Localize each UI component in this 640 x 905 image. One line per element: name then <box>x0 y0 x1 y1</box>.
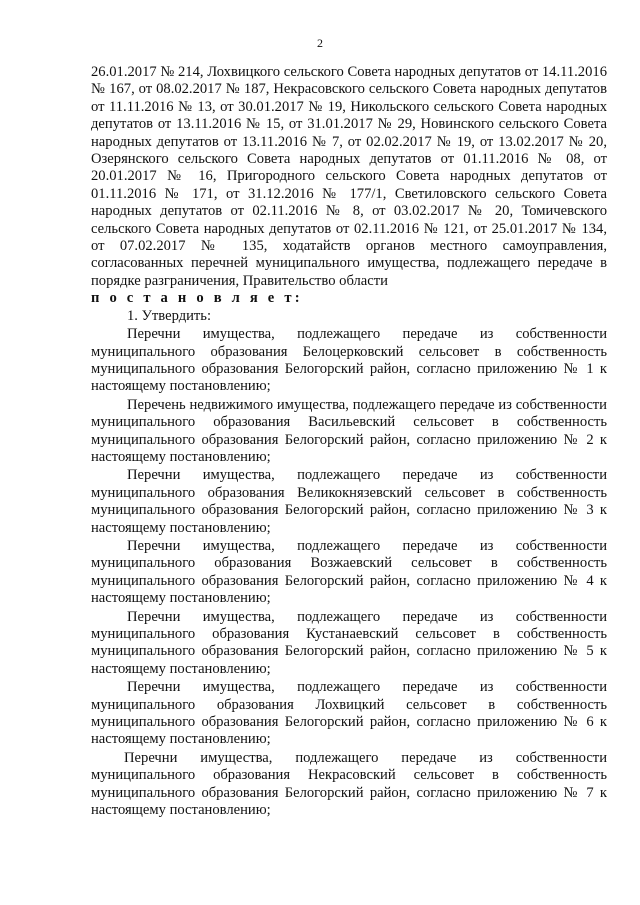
document-body <box>91 64 607 819</box>
item-heading: 1. Утвердить: <box>127 307 212 324</box>
clause-item-1: Перечни имущества, подлежащего передаче из собственности муниципального образования Белоцерковский сельсовет в собственность муниципального образования Белогорский район, согласно приложению № 1 к настоящему постановлению; <box>91 326 607 395</box>
clause-item-2: Перечень недвижимого имущества, подлежащего передаче из собственности муниципального образования Васильевский сельсовет в собственность муниципального образования Белогорский район, согласно приложению № 2 к настоящему постановлению; <box>91 396 607 465</box>
clause-item-4: Перечни имущества, подлежащего передаче из собственности муниципального образования Возжаевский сельсовет в собственность муниципального образования Белогорский район, согласно приложению № 4 к настоящему постановлению; <box>91 537 607 607</box>
clause-item-6: Перечни имущества, подлежащего передаче из собственности муниципального образования Лохвицкий сельсовет в собственность муниципального образования Белогорский район, согласно приложению № 6 к настоящему постановлению; <box>91 679 607 748</box>
decree-word: п о с т а н о в л я е т: <box>91 290 303 307</box>
clause-item-5: Перечни имущества, подлежащего передаче из собственности муниципального образования Кустанаевский сельсовет в собственность муниципального образования Белогорский район, согласно приложению № 5 к настоящему постановлению; <box>91 608 607 677</box>
intro-paragraph: 26.01.2017 № 214, Лохвицкого сельского Совета народных депутатов от 14.11.2016 № 167, от 08.02.2017 № 187, Некрасовского сельского Совета народных депутатов от 11.11.2016 № 13, от 30.01.2017 № 19, Никольского сельского Совета народных депутатов от 13.11.2016 № 15, от 31.01.2017 № 29, Новинского сельского Совета народных депутатов от 13.11.2016 № 7, от 02.02.2017 № 19, от 13.02.2017 № 20, Озерянского сельского Совета народных депутатов от 01.11.2016 № 08, от 20.01.2017 № 16, Пригородного сельского Совета народных депутатов от 01.11.2016 № 171, от 31.12.2016 № 177/1, Светиловского сельского Совета народных депутатов от 02.11.2016 № 8, от 03.02.2017 № 20, Томичевского сельского Совета народных депутатов от 02.11.2016 № 121, от 25.01.2017 № 134, от 07.02.2017 № 135, ходатайств органов местного самоуправления, согласованных перечней муниципального имущества, подлежащего передаче в порядке разграничения, Правительство области <box>91 64 607 289</box>
page-number: 2 <box>317 36 323 50</box>
clause-item-3: Перечни имущества, подлежащего передаче из собственности муниципального образования Великокнязевский сельсовет в собственность муниципального образования Белогорский район, согласно приложению № 3 к настоящему постановлению; <box>91 467 607 536</box>
clause-item-7: Перечни имущества, подлежащего передаче из собственности муниципального образования Некрасовский сельсовет в собственность муниципального образования Белогорский район, согласно приложению № 7 к настоящему постановлению; <box>91 749 607 819</box>
